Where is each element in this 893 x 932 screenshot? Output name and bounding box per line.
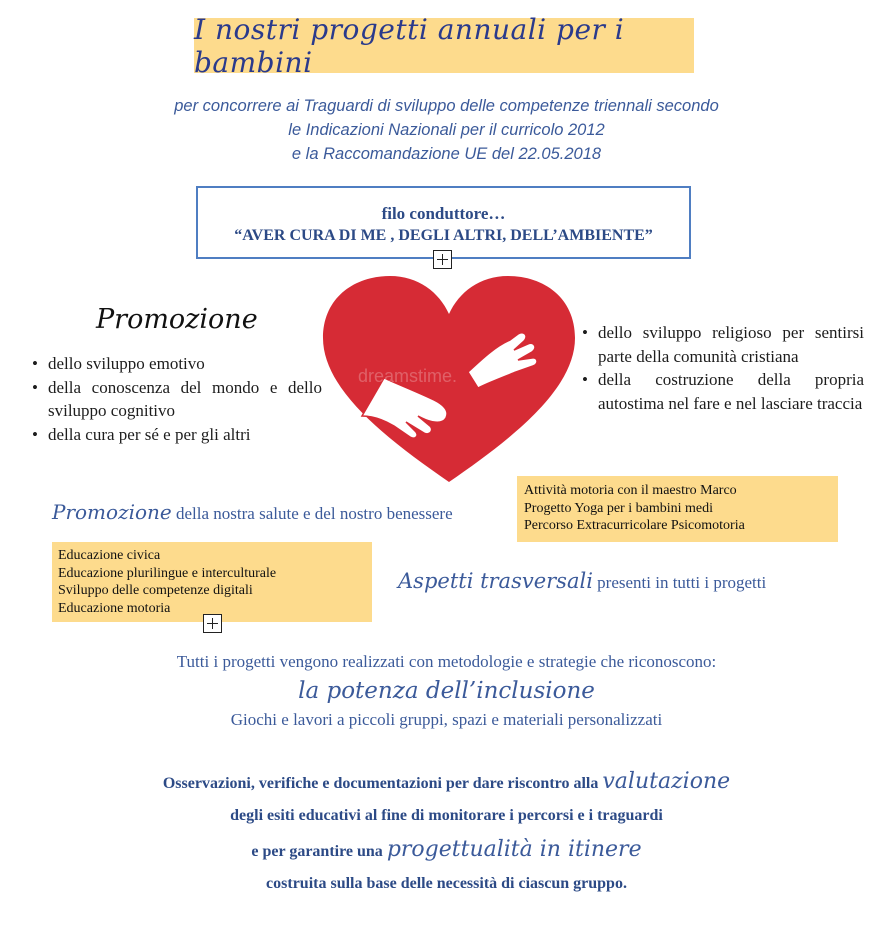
education-item: Educazione civica xyxy=(58,548,161,563)
health-text: della nostra salute e del nostro benessere xyxy=(176,504,453,523)
promozione-left-list xyxy=(30,352,322,446)
education-item: Educazione plurilingue e interculturale xyxy=(58,565,277,581)
subtitle xyxy=(60,94,833,166)
heart-hug-illustration xyxy=(318,270,580,490)
valutazione-section xyxy=(0,765,893,901)
subtitle-line: per concorrere ai Traguardi di sviluppo delle competenze triennali secondo xyxy=(174,97,719,115)
progettualita-script: progettualità in itinere xyxy=(386,837,642,862)
promozione-right-list xyxy=(580,321,864,415)
inclusione-detail: Giochi e lavori a piccoli gruppi, spazi e materiali personalizzati xyxy=(230,710,663,729)
education-box xyxy=(52,542,372,622)
activities-box xyxy=(517,476,838,542)
valutazione-line xyxy=(0,765,893,799)
activity-item: Attività motoria con il maestro Marco xyxy=(524,483,737,498)
valutazione-line-text: Osservazioni, verifiche e documentazioni per dare riscontro alla xyxy=(162,775,599,792)
filo-conduttore-box xyxy=(196,186,691,259)
expand-plus-icon[interactable] xyxy=(203,614,222,633)
valutazione-line-text: e per garantire una xyxy=(251,843,383,860)
aspetti-script: Aspetti trasversali xyxy=(398,569,593,593)
activity-item: Percorso Extracurricolare Psicomotoria xyxy=(524,518,745,533)
list-item: • dello sviluppo emotivo xyxy=(30,352,322,376)
valutazione-line: degli esiti educativi al fine di monitorare i percorsi e i traguardi xyxy=(230,807,663,824)
health-line xyxy=(52,500,453,524)
list-item: • della conoscenza del mondo e dello sviluppo cognitivo xyxy=(30,376,322,423)
heart-hug-icon xyxy=(318,270,580,490)
valutazione-line: costruita sulla base delle necessità di ciascun gruppo. xyxy=(266,875,627,892)
education-item: Educazione motoria xyxy=(58,600,171,616)
subtitle-line: le Indicazioni Nazionali per il curricolo 2012 xyxy=(288,121,605,139)
valutazione-line xyxy=(0,833,893,867)
filo-heading: filo conduttore… xyxy=(381,204,506,223)
page-title: I nostri progetti annuali per i bambini xyxy=(194,12,625,79)
inclusione-key: la potenza dell’inclusione xyxy=(298,678,595,704)
aspetti-line xyxy=(398,569,766,593)
valutazione-script: valutazione xyxy=(602,769,731,794)
health-script: Promozione xyxy=(52,500,172,524)
promozione-heading: Promozione xyxy=(96,304,258,335)
filo-text: “AVER CURA DI ME , DEGLI ALTRI, DELL’AMBIENTE” xyxy=(234,227,653,244)
list-item: • della costruzione della propria autostima nel fare e nel lasciare traccia xyxy=(580,368,864,415)
expand-plus-icon[interactable] xyxy=(433,250,452,269)
subtitle-line: e la Raccomandazione UE del 22.05.2018 xyxy=(291,145,602,163)
title-banner xyxy=(194,12,694,79)
list-item: • dello sviluppo religioso per sentirsi parte della comunità cristiana xyxy=(580,321,864,368)
inclusione-section xyxy=(0,650,893,732)
activity-item: Progetto Yoga per i bambini medi xyxy=(524,500,713,516)
aspetti-text: presenti in tutti i progetti xyxy=(597,573,767,592)
watermark-text: dreamstime. xyxy=(358,366,458,386)
list-item: • della cura per sé e per gli altri xyxy=(30,423,322,447)
education-item: Sviluppo delle competenze digitali xyxy=(58,583,253,598)
inclusione-intro: Tutti i progetti vengono realizzati con metodologie e strategie che riconoscono: xyxy=(176,652,717,671)
